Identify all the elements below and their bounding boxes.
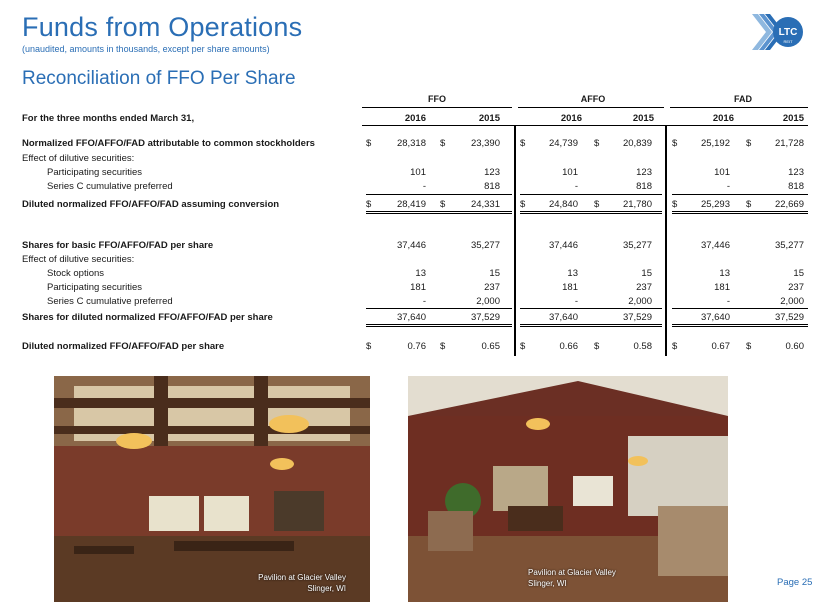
table-cell: 123	[484, 167, 500, 178]
period-label: For the three months ended March 31,	[22, 113, 195, 124]
table-cell: 0.60	[785, 341, 804, 352]
table-cell: 35,277	[622, 240, 652, 251]
table-cell: 37,529	[622, 312, 652, 323]
year-header: 2016	[404, 113, 426, 124]
table-cell: 24,840	[548, 199, 578, 210]
table-cell: 237	[636, 282, 652, 293]
table-cell: 2,000	[628, 296, 652, 307]
table-cell: 28,318	[396, 138, 426, 149]
currency-symbol: $	[366, 138, 372, 149]
currency-symbol: $	[440, 199, 446, 210]
row-label: Effect of dilutive securities:	[22, 254, 135, 265]
table-cell: 35,277	[470, 240, 500, 251]
currency-symbol: $	[440, 138, 446, 149]
table-cell: 2,000	[780, 296, 804, 307]
currency-symbol: $	[594, 341, 600, 352]
table-cell: 13	[415, 268, 426, 279]
table-cell: 20,839	[622, 138, 652, 149]
table-cell: 123	[636, 167, 652, 178]
table-cell: 37,446	[700, 240, 730, 251]
table-cell: 25,293	[700, 199, 730, 210]
table-cell: 181	[410, 282, 426, 293]
table-cell: 818	[636, 181, 652, 192]
row-label: Series C cumulative preferred	[47, 296, 173, 307]
table-cell: 101	[714, 167, 730, 178]
ltc-logo	[750, 12, 806, 52]
currency-symbol: $	[594, 199, 600, 210]
table-cell: 22,669	[774, 199, 804, 210]
dining-room-photo	[54, 376, 370, 602]
table-cell: -	[574, 296, 578, 307]
table-cell: 237	[788, 282, 804, 293]
table-cell: 0.67	[711, 341, 730, 352]
lobby-photo	[408, 376, 728, 602]
svg-text:REIT: REIT	[783, 39, 793, 44]
table-cell: 37,529	[774, 312, 804, 323]
currency-symbol: $	[672, 341, 678, 352]
table-cell: 2,000	[476, 296, 500, 307]
currency-symbol: $	[520, 138, 526, 149]
row-label: Shares for basic FFO/AFFO/FAD per share	[22, 240, 214, 251]
table-cell: 24,331	[470, 199, 500, 210]
table-cell: 35,277	[774, 240, 804, 251]
row-label: Shares for diluted normalized FFO/AFFO/FAD per share	[22, 312, 273, 323]
year-header: 2015	[782, 113, 804, 124]
table-cell: 123	[788, 167, 804, 178]
table-cell: 24,739	[548, 138, 578, 149]
photo-caption: Pavilion at Glacier Valley	[528, 568, 616, 577]
row-label: Diluted normalized FFO/AFFO/FAD per share	[22, 341, 225, 352]
table-cell: -	[726, 296, 730, 307]
table-cell: 818	[788, 181, 804, 192]
table-cell: 37,529	[470, 312, 500, 323]
year-header: 2016	[712, 113, 734, 124]
table-cell: 13	[567, 268, 578, 279]
page-subtitle: (unaudited, amounts in thousands, except per share amounts)	[22, 44, 270, 54]
currency-symbol: $	[520, 199, 526, 210]
currency-symbol: $	[672, 199, 678, 210]
currency-symbol: $	[366, 199, 372, 210]
currency-symbol: $	[746, 341, 752, 352]
table-cell: 0.58	[633, 341, 652, 352]
year-header: 2016	[560, 113, 582, 124]
row-label: Participating securities	[47, 167, 143, 178]
table-cell: 0.65	[481, 341, 500, 352]
group-header-fad: FAD	[734, 94, 752, 104]
page-title: Funds from Operations	[22, 12, 303, 42]
table-cell: 37,640	[700, 312, 730, 323]
svg-text:LTC: LTC	[778, 27, 798, 38]
table-cell: 23,390	[470, 138, 500, 149]
table-cell: 37,640	[548, 312, 578, 323]
table-cell: 237	[484, 282, 500, 293]
table-cell: 15	[641, 268, 652, 279]
group-header-ffo: FFO	[428, 94, 446, 104]
photo-caption: Slinger, WI	[307, 584, 346, 593]
currency-symbol: $	[366, 341, 372, 352]
section-title: Reconciliation of FFO Per Share	[22, 68, 296, 89]
table-cell: 37,446	[548, 240, 578, 251]
currency-symbol: $	[746, 199, 752, 210]
row-label: Diluted normalized FFO/AFFO/FAD assuming conversion	[22, 199, 280, 210]
table-cell: 28,419	[396, 199, 426, 210]
table-cell: 818	[484, 181, 500, 192]
table-cell: 37,640	[396, 312, 426, 323]
row-label: Effect of dilutive securities:	[22, 153, 135, 164]
year-header: 2015	[478, 113, 500, 124]
currency-symbol: $	[440, 341, 446, 352]
table-cell: -	[422, 181, 426, 192]
table-cell: 15	[489, 268, 500, 279]
table-cell: 13	[719, 268, 730, 279]
table-cell: 0.66	[559, 341, 578, 352]
row-label: Participating securities	[47, 282, 143, 293]
currency-symbol: $	[520, 341, 526, 352]
table-cell: 181	[714, 282, 730, 293]
table-cell: 101	[410, 167, 426, 178]
photo-caption: Slinger, WI	[528, 579, 567, 588]
group-header-affo: AFFO	[580, 94, 606, 104]
table-cell: 181	[562, 282, 578, 293]
table-cell: -	[574, 181, 578, 192]
table-cell: 25,192	[700, 138, 730, 149]
year-header: 2015	[632, 113, 654, 124]
table-cell: 37,446	[396, 240, 426, 251]
table-cell: -	[726, 181, 730, 192]
row-label: Normalized FFO/AFFO/FAD attributable to common stockholders	[22, 138, 315, 149]
table-cell: 21,728	[774, 138, 804, 149]
table-cell: -	[422, 296, 426, 307]
row-label: Stock options	[47, 268, 105, 279]
currency-symbol: $	[594, 138, 600, 149]
table-cell: 21,780	[622, 199, 652, 210]
photo-caption: Pavilion at Glacier Valley	[258, 573, 346, 582]
row-label: Series C cumulative preferred	[47, 181, 173, 192]
table-cell: 0.76	[407, 341, 426, 352]
currency-symbol: $	[672, 138, 678, 149]
table-cell: 101	[562, 167, 578, 178]
table-cell: 15	[793, 268, 804, 279]
page-number: Page 25	[777, 577, 813, 588]
currency-symbol: $	[746, 138, 752, 149]
